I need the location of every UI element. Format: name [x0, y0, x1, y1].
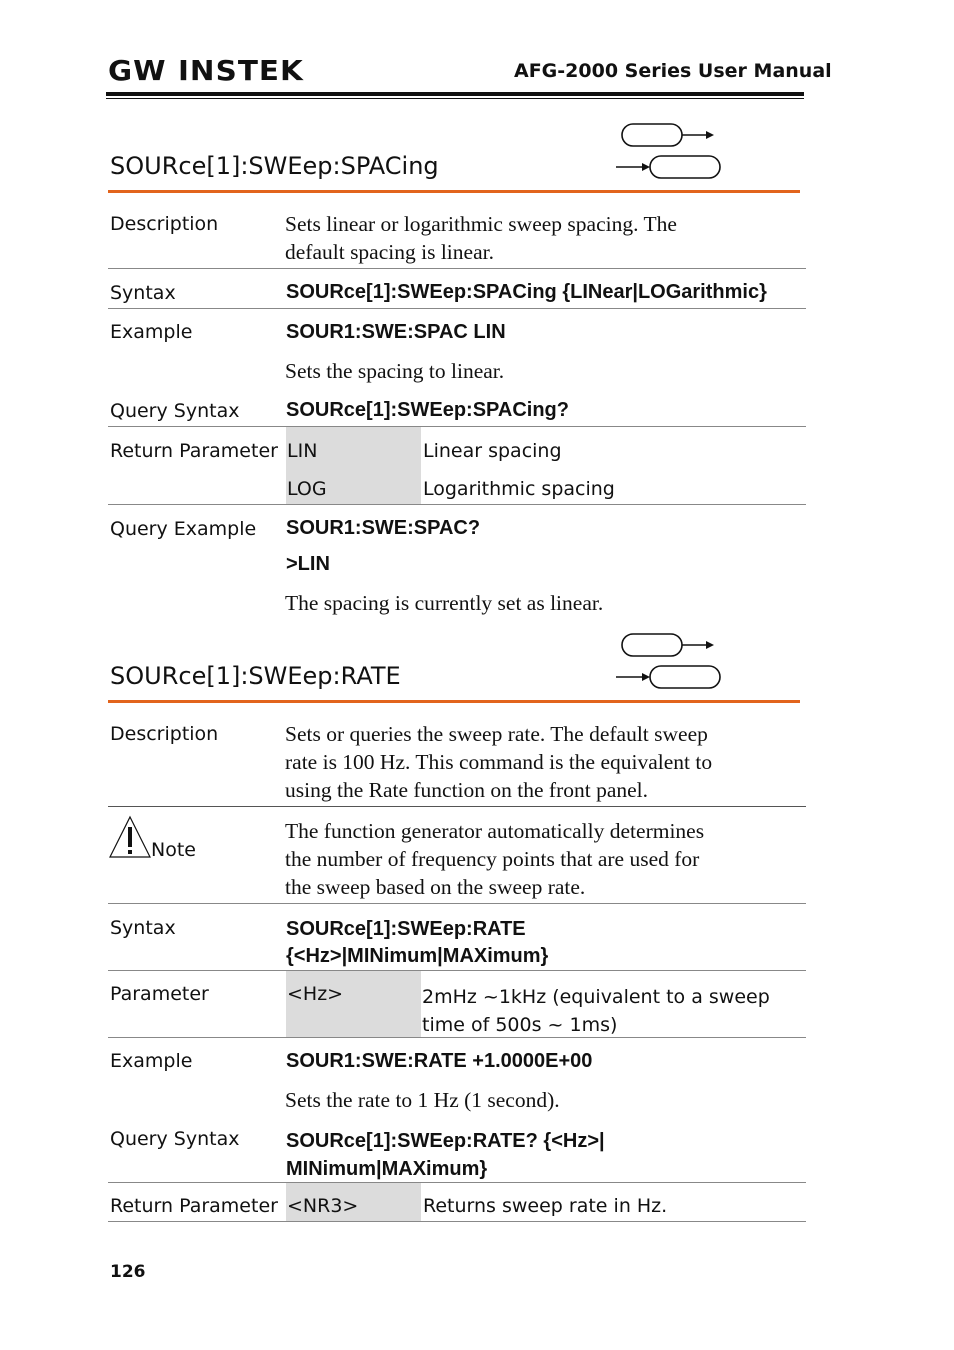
query-syntax-text: SOURce[1]:SWEep:RATE? {<Hz>| MINimum|MAXimum} [286, 1130, 605, 1180]
row-divider [108, 970, 806, 971]
syntax-label: Syntax [110, 917, 176, 939]
row-divider [108, 308, 806, 309]
query-syntax-text: SOURce[1]:SWEep:SPACing? [286, 399, 569, 421]
row-divider [108, 1182, 806, 1183]
query-syntax-label: Query Syntax [110, 400, 240, 422]
syntax-label: Syntax [110, 282, 176, 304]
parameter-label: Parameter [110, 983, 209, 1005]
return-parameter-label: Return Parameter [110, 1195, 278, 1217]
param-name: <Hz> [287, 983, 344, 1005]
param-desc: 2mHz ~1kHz (equivalent to a sweep time of 500s ~ 1ms) [422, 986, 770, 1036]
syntax-text: SOURce[1]:SWEep:SPACing {LINear|LOGarithmic} [286, 281, 767, 303]
page-number: 126 [110, 1262, 146, 1282]
example-note: Sets the rate to 1 Hz (1 second). [285, 1088, 560, 1112]
manual-title: AFG-2000 Series User Manual [514, 60, 832, 82]
description-text: Sets or queries the sweep rate. The default sweep rate is 100 Hz. This command is the equivalent to using the Rate function on the front panel. [285, 722, 713, 802]
row-divider [108, 806, 806, 807]
example-label: Example [110, 321, 193, 343]
description-text: Sets linear or logarithmic sweep spacing. The default spacing is linear. [285, 212, 677, 264]
set-query-command-icon [612, 122, 722, 182]
return-parameter-label: Return Parameter [110, 440, 278, 462]
set-query-command-icon [612, 632, 722, 692]
description-label: Description [110, 213, 219, 235]
header-rule [106, 92, 804, 96]
example-note: Sets the spacing to linear. [285, 359, 505, 383]
row-divider [108, 268, 806, 269]
row-divider [108, 1037, 806, 1038]
note-label: Note [151, 839, 196, 861]
return-desc: Linear spacing [423, 440, 562, 462]
section-title: SOURce[1]:SWEep:SPACing [110, 152, 439, 180]
section-title: SOURce[1]:SWEep:RATE [110, 662, 401, 690]
query-syntax-label: Query Syntax [110, 1128, 240, 1150]
note-text: The function generator automatically determines the number of frequency points that are used for the sweep based on the sweep rate. [285, 819, 705, 899]
query-example-command: SOUR1:SWE:SPAC? [286, 517, 481, 539]
return-desc: Returns sweep rate in Hz. [423, 1195, 668, 1217]
query-response: >LIN [286, 553, 330, 575]
return-param: LIN [287, 440, 318, 462]
example-label: Example [110, 1050, 193, 1072]
row-divider [108, 1221, 806, 1222]
return-param: LOG [287, 478, 327, 500]
section-rule [108, 700, 800, 703]
row-divider [108, 903, 806, 904]
return-desc: Logarithmic spacing [423, 478, 615, 500]
example-command: SOUR1:SWE:SPAC LIN [286, 321, 506, 343]
section-rule [108, 190, 800, 193]
description-label: Description [110, 723, 219, 745]
row-divider [108, 504, 806, 505]
return-param: <NR3> [287, 1195, 359, 1217]
brand-logo: GW INSTEK [108, 54, 304, 87]
header-rule-thin [106, 98, 804, 99]
query-note: The spacing is currently set as linear. [285, 591, 604, 615]
syntax-text: SOURce[1]:SWEep:RATE {<Hz>|MINimum|MAXimum} [286, 918, 549, 967]
warning-icon [108, 815, 152, 859]
example-command: SOUR1:SWE:RATE +1.0000E+00 [286, 1050, 593, 1072]
query-example-label: Query Example [110, 518, 257, 540]
row-divider [108, 426, 806, 427]
